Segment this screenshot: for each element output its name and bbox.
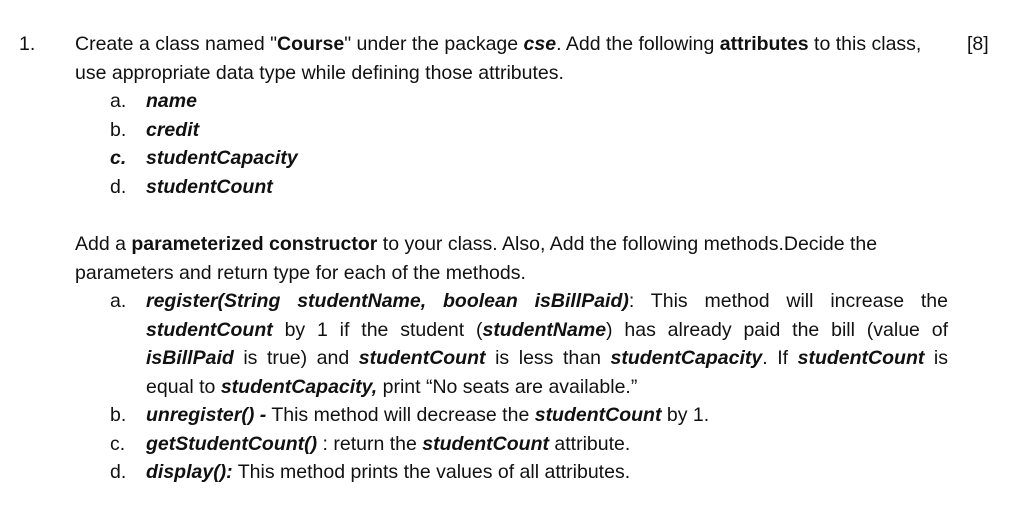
constructor-term: parameterized constructor <box>131 233 378 255</box>
term: studentCount <box>534 404 662 426</box>
method-item-unregister <box>110 401 948 430</box>
text: by 1. <box>661 404 710 426</box>
attribute-item <box>110 87 298 116</box>
text: ) has already paid the bill (value of <box>606 318 948 341</box>
method-list <box>110 287 948 487</box>
term: isBillPaid <box>146 347 234 369</box>
text: is equal to <box>146 347 949 398</box>
item-letter: b. <box>110 404 127 426</box>
class-name: Course <box>277 33 345 55</box>
attribute-name: studentCount <box>146 175 273 198</box>
item-letter: c. <box>110 432 126 455</box>
question-marks: [8] <box>967 33 989 55</box>
text: to your class. Also, Add the following methods.Decide the parameters and return type for each of the methods. <box>75 233 878 284</box>
method-item-display <box>110 458 948 487</box>
text: print “No seats are available.” <box>377 375 638 398</box>
term: studentCount <box>146 318 273 341</box>
term: studentName <box>482 318 607 341</box>
attribute-item <box>110 144 298 173</box>
method-item-get-student-count <box>110 430 948 459</box>
attribute-name: credit <box>146 118 200 141</box>
text: : return the <box>317 432 423 455</box>
package-name: cse <box>523 33 557 55</box>
term: studentCount <box>358 347 486 369</box>
attribute-name: studentCapacity <box>146 147 298 169</box>
term: studentCount <box>797 347 925 369</box>
text: . Add the following <box>556 33 720 55</box>
text: by 1 if the student ( <box>272 318 483 341</box>
question-number: 1. <box>19 33 36 55</box>
text: : This method will increase the <box>628 290 948 312</box>
methods-instruction <box>75 230 953 287</box>
item-letter: a. <box>110 290 127 312</box>
method-signature: unregister() - <box>146 404 267 426</box>
text: Add a <box>75 233 132 255</box>
text: This method will decrease the <box>266 404 535 426</box>
term: studentCapacity <box>610 347 763 369</box>
term: studentCount <box>422 432 549 455</box>
text: to this class, use appropriate data type while defining those attributes. <box>75 33 922 84</box>
method-signature: register(String studentName, boolean isBillPaid) <box>146 290 629 312</box>
text: This method prints the values of all attributes. <box>232 461 631 483</box>
text: . If <box>762 347 798 369</box>
attribute-item <box>110 116 298 145</box>
method-signature: display(): <box>146 461 233 483</box>
item-letter: b. <box>110 118 127 141</box>
term: studentCapacity, <box>220 375 378 398</box>
item-letter: d. <box>110 175 127 198</box>
attribute-item <box>110 173 298 202</box>
item-letter: c. <box>110 147 127 169</box>
class-instruction <box>75 30 953 87</box>
text: Create a class named " <box>75 33 278 55</box>
text: " under the package <box>344 33 524 55</box>
method-item-register <box>110 287 948 401</box>
attributes-word: attributes <box>719 33 809 55</box>
text: attribute. <box>549 432 631 455</box>
method-description <box>146 287 948 401</box>
attribute-name: name <box>146 90 197 112</box>
item-letter: a. <box>110 90 127 112</box>
attribute-list <box>110 87 298 201</box>
item-letter: d. <box>110 461 127 483</box>
text: is true) and <box>233 347 359 369</box>
text: is less than <box>485 347 611 369</box>
method-signature: getStudentCount() <box>146 432 318 455</box>
